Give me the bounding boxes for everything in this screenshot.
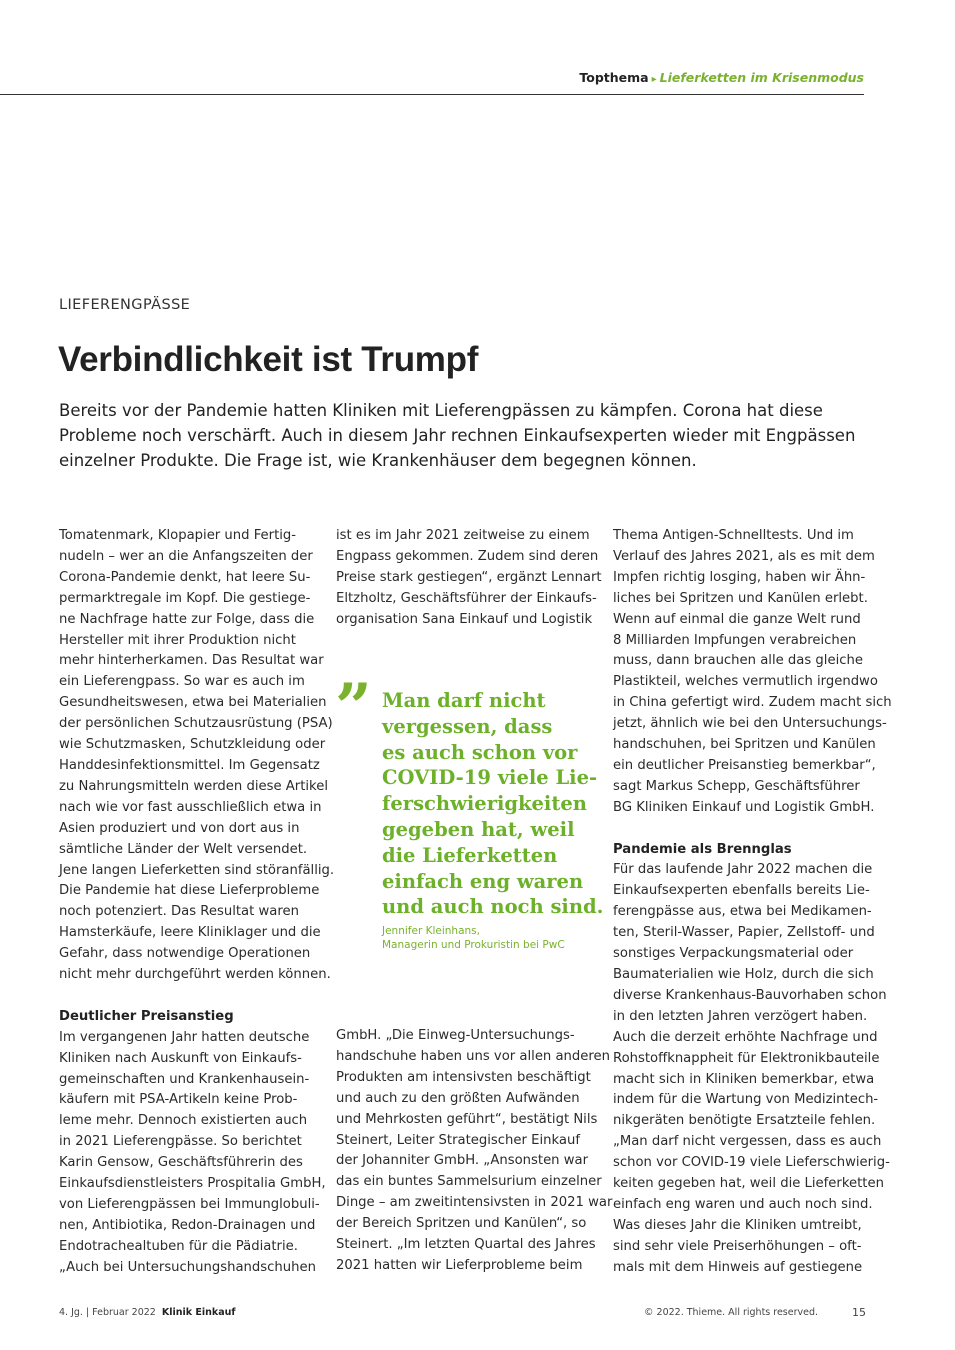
running-header [0,62,864,95]
text-line: Im vergangenen Jahr hatten deutsche [59,1029,310,1045]
text-line: Wenn auf einmal die ganze Welt rund [613,611,861,627]
text-line: wie Schutzmasken, Schutzkleidung oder [59,737,326,753]
col1-paragraph-1 [59,526,335,986]
text-line: „Auch bei Untersuchungshandschuhen [59,1259,316,1275]
text-line: Steinert. „Im letzten Quartal des Jahres [336,1237,596,1253]
text-line: nach wie vor fast ausschließlich etwa in [59,799,322,815]
text-line: Kliniken nach Auskunft von Einkaufs- [59,1050,302,1066]
footer-issue-text: 4. Jg. | Februar 2022 [59,1307,156,1318]
text-line: nikgeräten benötigte Ersatzteile fehlen. [613,1113,876,1129]
text-line: Einkaufsdienstleisters Prospitalia GmbH, [59,1176,326,1192]
text-line: in den letzten Jahren verzögert haben. [613,1008,868,1024]
text-line: Asien produziert und von dort aus in [59,820,300,836]
text-line: noch potenziert. Das Resultat waren [59,904,299,920]
text-line: BG Kliniken Einkauf und Logistik GmbH. [613,799,875,815]
text-line: Gesundheitswesen, etwa bei Materialien [59,695,327,711]
text-line: schon vor COVID-19 viele Lieferschwierig- [613,1155,890,1171]
col1-paragraph-2 [59,1028,326,1279]
text-line: das ein buntes Sammelsurium einzelner [336,1174,602,1190]
text-line: nen, Antibiotika, Redon-Drainagen und [59,1217,316,1233]
header-topic: Topthema [579,70,649,85]
text-line: Corona-Pandemie denkt, hat leere Su- [59,569,311,585]
text-line: handschuhen, bei Spritzen und Kanülen [613,737,876,753]
text-line: Karin Gensow, Geschäftsführerin des [59,1155,303,1171]
text-line: Die Pandemie hat diese Lieferprobleme [59,883,320,899]
text-line: es auch schon vor [382,740,578,764]
text-line: ferengpässe aus, etwa bei Medikamen- [613,904,872,920]
text-line: in China gefertigt wird. Zudem macht sich [613,695,892,711]
text-line: gegeben hat, weil [382,817,575,841]
article-title: Verbindlichkeit ist Trumpf [58,340,479,379]
col3-paragraph-2 [613,860,890,1278]
text-line: vergessen, dass [382,714,553,738]
text-line: leme mehr. Dennoch existierten auch [59,1113,308,1129]
text-line: nicht mehr durchgeführt werden können. [59,967,331,983]
text-line: von Lieferengpässen bei Immunglobuli- [59,1196,320,1212]
text-line: sonstiges Verpackungsmaterial oder [613,946,854,962]
column-2-top [336,526,602,631]
quote-author-name: Jennifer Kleinhans, [382,925,480,937]
header-arrow-icon: ▸ [651,74,657,85]
text-line: Plastikteil, welches vermutlich irgendwo [613,674,878,690]
text-line: Dinge – am zweitintensivsten in 2021 war [336,1195,613,1211]
text-line: der persönlichen Schutzausrüstung (PSA) [59,716,333,732]
column-2-bottom [336,1026,613,1277]
text-line: der Bereich Spritzen und Kanülen“, so [336,1216,587,1232]
text-line: ferschwierigkeiten [382,792,587,816]
article-kicker: LIEFERENGPÄSSE [59,297,191,313]
text-line: Für das laufende Jahr 2022 machen die [613,862,873,878]
text-line: Thema Antigen-Schnelltests. Und im [613,528,854,543]
col3-paragraph-1 [613,526,892,819]
text-line: liches bei Spritzen und Kanülen erlebt. [613,590,868,606]
quote-author-role: Managerin und Prokuristin bei PwC [382,939,565,951]
text-line: 8 Milliarden Impfungen verabreichen [613,632,857,648]
text-line: gemeinschaften und Krankenhausein- [59,1071,310,1087]
quote-author [382,924,565,952]
text-line: in 2021 Lieferengpässe. So berichtet [59,1134,302,1150]
column-1 [59,526,335,1279]
text-line: nudeln – wer an die Anfangszeiten der [59,548,313,564]
text-line: permarktregale im Kopf. Die gestiege- [59,590,311,606]
text-line: Rohstoffknappheit für Elektronikbauteile [613,1050,880,1066]
text-line: Engpass gekommen. Zudem sind deren [336,548,599,564]
subhead-brennglas: Pandemie als Brennglas [613,841,792,857]
text-line: jetzt, ähnlich wie bei den Untersuchungs- [613,716,887,732]
text-line: sämtliche Länder der Welt versendet. [59,841,308,857]
footer-copyright: © 2022. Thieme. All rights reserved. [644,1307,819,1318]
text-line: indem für die Wartung von Medizintech- [613,1092,879,1108]
text-line: ein Lieferengpass. So war es auch im [59,674,305,690]
text-line: die Lieferketten [382,843,558,867]
text-line: mals mit dem Hinweis auf gestiegene [613,1259,863,1275]
text-line: Endotrachealtuben für die Pädiatrie. [59,1238,298,1254]
text-line: Produkten am intensivsten beschäftigt [336,1069,591,1085]
text-line: und auch noch sind. [382,895,604,919]
text-line: Gefahr, dass notwendige Operationen [59,946,311,962]
text-line: macht sich in Kliniken bemerkbar, etwa [613,1071,875,1087]
text-line: COVID-19 viele Lie- [382,766,598,790]
column-3 [613,526,892,1279]
text-line: und Mehrkosten geführt“, bestätigt Nils [336,1111,598,1127]
text-line: Handdesinfektionsmittel. Im Gegensatz [59,757,320,773]
text-line: Verlauf des Jahres 2021, als es mit dem [613,548,875,564]
text-line: sagt Markus Schepp, Geschäftsführer [613,778,860,794]
text-line: Auch die derzeit erhöhte Nachfrage und [613,1029,878,1045]
text-line: Impfen richtig losging, haben wir Ähn- [613,569,866,585]
text-line: diverse Krankenhaus-Bauvorhaben schon [613,987,887,1003]
text-line: der Johanniter GmbH. „Ansonsten war [336,1153,589,1169]
text-line: Man darf nicht [382,689,546,712]
text-line: Tomatenmark, Klopapier und Fertig- [59,528,297,543]
text-line: käufern mit PSA-Artikeln keine Prob- [59,1092,298,1108]
quote-mark-icon: ” [335,670,372,745]
text-line: „Man darf nicht vergessen, dass es auch [613,1134,882,1150]
text-line: Jene langen Lieferketten sind störanfällig. [59,862,335,878]
footer-journal: Klinik Einkauf [161,1307,236,1318]
text-line: muss, dann brauchen alle das gleiche [613,653,863,669]
text-line: sind sehr viele Preiserhöhungen – oft- [613,1238,862,1254]
header-subtitle: Lieferketten im Krisenmodus [659,70,864,85]
text-line: GmbH. „Die Einweg-Untersuchungs- [336,1028,575,1043]
text-line: 2021 hatten wir Lieferprobleme beim [336,1257,583,1273]
text-line: Einkaufsexperten ebenfalls bereits Lie- [613,883,870,899]
text-line: handschuhe haben uns vor allen anderen [336,1048,611,1064]
col2-paragraph-2 [336,1026,613,1277]
text-line: Was dieses Jahr die Kliniken umtreibt, [613,1217,862,1233]
text-line: einfach eng waren [382,869,584,893]
page-number: 15 [852,1306,866,1319]
text-line: und auch zu den größten Aufwänden [336,1090,580,1106]
text-line: Baumaterialien wie Holz, durch die sich [613,967,874,983]
pull-quote [382,688,604,920]
col2-paragraph-1 [336,526,602,631]
text-line: organisation Sana Einkauf und Logistik [336,611,593,627]
header-section [579,70,864,85]
text-line: Hamsterkäufe, leere Kliniklager und die [59,925,321,941]
text-line: zu Nahrungsmitteln werden diese Artikel [59,778,329,794]
text-line: keiten gegeben hat, weil die Lieferketten [613,1176,884,1192]
text-line: ne Nachfrage hatte zur Folge, dass die [59,611,315,627]
text-line: Steinert, Leiter Strategischer Einkauf [336,1132,580,1148]
text-line: Preise stark gestiegen“, ergänzt Lennart [336,569,602,585]
text-line: ten, Steril-Wasser, Papier, Zellstoff- und [613,925,875,941]
subhead-preisanstieg: Deutlicher Preisanstieg [59,1008,234,1024]
text-line: mehr hinterherkamen. Das Resultat war [59,653,324,669]
article-lead: Bereits vor der Pandemie hatten Kliniken mit Lieferengpässen zu kämpfen. Corona hat diese Probleme noch verschärft. Auch in diesem Jahr rechnen Einkaufsexperten wieder mit Engpässen einzelner Produkte. Die Frage ist, wie Krankenhäuser dem begegnen können. [59,401,856,470]
footer-issue [59,1307,236,1318]
text-line: Eltzholtz, Geschäftsführer der Einkaufs- [336,590,597,606]
text-line: einfach eng waren und auch noch sind. [613,1196,873,1212]
text-line: Hersteller mit ihrer Produktion nicht [59,632,296,648]
text-line: ist es im Jahr 2021 zeitweise zu einem [336,528,590,543]
text-line: ein deutlicher Preisanstieg bemerkbar“, [613,757,876,773]
